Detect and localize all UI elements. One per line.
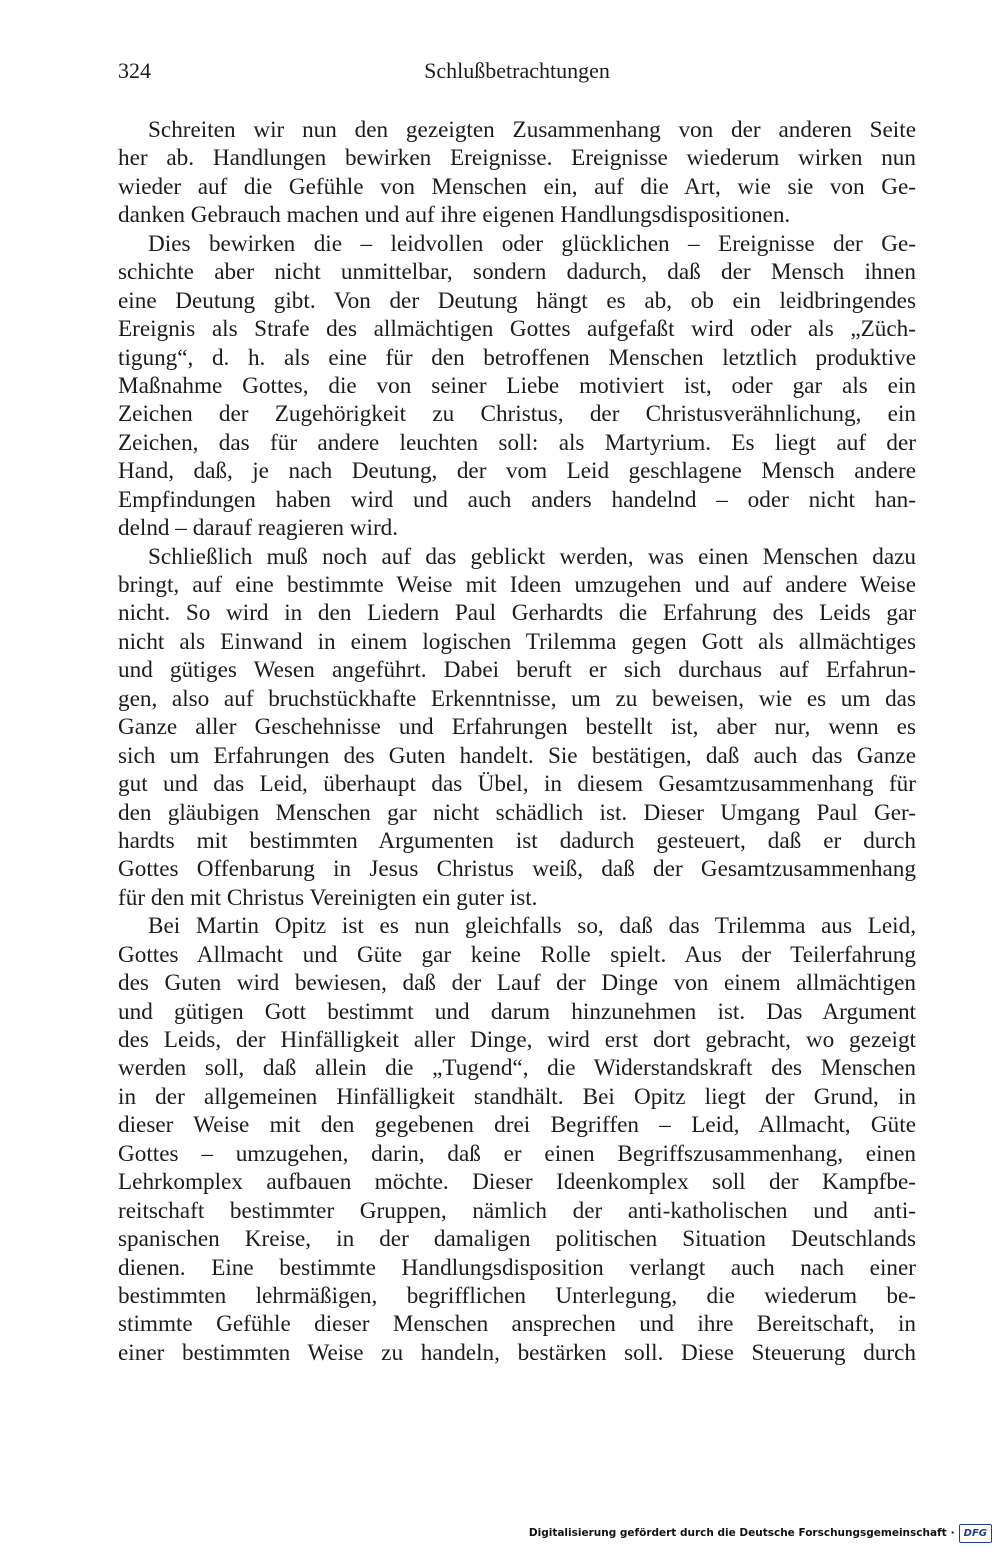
text-line: nicht als Einwand in einem logischen Trilemma gegen Gott als allmächtiges bbox=[118, 628, 916, 655]
text-line: Hand, daß, je nach Deutung, der vom Leid geschlagene Mensch andere bbox=[118, 458, 916, 485]
text-line: des Leids, der Hinfälligkeit aller Dinge, wird erst dort gebracht, wo gezeigt bbox=[118, 1027, 916, 1053]
text-line: Maßnahme Gottes, die von seiner Liebe motiviert ist, oder gar als ein bbox=[118, 372, 916, 399]
text-line: den gläubigen Menschen gar nicht schädlich ist. Dieser Umgang Paul Ger- bbox=[118, 799, 916, 826]
text-line: her ab. Handlungen bewirken Ereignisse. Ereignisse wiederum wirken nun bbox=[118, 145, 916, 172]
text-line: des Guten wird bewiesen, daß der Lauf der Dinge von einem allmächtigen bbox=[118, 970, 916, 997]
text-line: und gütiges Wesen angeführt. Dabei beruft er sich durchaus auf Erfahrun- bbox=[118, 657, 916, 684]
text-line: hardts mit bestimmten Argumenten ist dadurch gesteuert, daß er durch bbox=[118, 827, 916, 854]
running-title: Schlußbetrachtungen bbox=[424, 58, 610, 83]
text-line: bringt, auf eine bestimmte Weise mit Ideen umzugehen und auf andere Weise bbox=[118, 572, 916, 598]
text-line: werden soll, daß allein die „Tugend“, die Widerstandskraft des Menschen bbox=[118, 1055, 916, 1082]
page-number: 324 bbox=[118, 58, 151, 83]
text-line: Gottes Allmacht und Güte gar keine Rolle spielt. Aus der Teilerfahrung bbox=[118, 941, 916, 968]
text-line: Gottes – umzugehen, darin, daß er einen Begriffszusammenhang, einen bbox=[118, 1140, 916, 1167]
text-line: Gottes Offenbarung in Jesus Christus weiß, daß der Gesamtzusammenhang bbox=[118, 856, 916, 883]
text-line: spanischen Kreise, in der damaligen politischen Situation Deutschlands bbox=[118, 1226, 916, 1253]
paragraph-first-line: Bei Martin Opitz ist es nun gleichfalls so, daß das Trilemma aus Leid, bbox=[148, 913, 916, 940]
text-line: schichte aber nicht unmittelbar, sondern dadurch, daß der Mensch ihnen bbox=[118, 259, 916, 286]
text-line: einer bestimmten Weise zu handeln, bestärken soll. Diese Steuerung durch bbox=[118, 1339, 916, 1366]
paragraph-first-line: Schreiten wir nun den gezeigten Zusammenhang von der anderen Seite bbox=[148, 117, 916, 143]
footer-credit-text: Digitalisierung gefördert durch die Deutsche Forschungsgemeinschaft bbox=[528, 1527, 947, 1539]
text-line: in der allgemeinen Hinfälligkeit standhält. Bei Opitz liegt der Grund, in bbox=[118, 1083, 916, 1110]
text-line: gut und das Leid, überhaupt das Übel, in diesem Gesamtzusammenhang für bbox=[118, 771, 916, 798]
text-line: Ereignis als Strafe des allmächtigen Gottes aufgefaßt wird oder als „Züch- bbox=[118, 316, 916, 343]
text-line: Ganze aller Geschehnisse und Erfahrungen bestellt ist, aber nur, wenn es bbox=[118, 714, 916, 741]
text-line: Empfindungen haben wird und auch anders handelnd – oder nicht han- bbox=[118, 486, 916, 513]
text-line: gen, also auf bruchstückhafte Erkenntnisse, um zu beweisen, wie es um das bbox=[118, 685, 916, 712]
text-line: dieser Weise mit den gegebenen drei Begriffen – Leid, Allmacht, Güte bbox=[118, 1112, 916, 1139]
text-line: stimmte Gefühle dieser Menschen ansprechen und ihre Bereitschaft, in bbox=[118, 1311, 916, 1338]
paragraph-first-line: Schließlich muß noch auf das geblickt werden, was einen Menschen dazu bbox=[148, 543, 916, 570]
text-line: sich um Erfahrungen des Guten handelt. Sie bestätigen, daß auch das Ganze bbox=[118, 742, 916, 769]
dfg-logo-icon: DFG bbox=[959, 1524, 992, 1543]
paragraph-first-line: Dies bewirken die – leidvollen oder glücklichen – Ereignisse der Ge- bbox=[148, 230, 916, 257]
text-line: Lehrkomplex aufbauen möchte. Dieser Ideenkomplex soll der Kampfbe- bbox=[118, 1169, 916, 1196]
text-line: reitschaft bestimmter Gruppen, nämlich der anti-katholischen und anti- bbox=[118, 1197, 916, 1224]
digitization-footer bbox=[529, 1522, 992, 1544]
text-line: nicht. So wird in den Liedern Paul Gerhardts die Erfahrung des Leids gar bbox=[118, 600, 916, 627]
text-line: Zeichen, das für andere leuchten soll: als Martyrium. Es liegt auf der bbox=[118, 429, 916, 456]
text-line: und gütigen Gott bestimmt und darum hinzunehmen ist. Das Argument bbox=[118, 998, 916, 1025]
text-line: danken Gebrauch machen und auf ihre eigenen Handlungsdispositionen. bbox=[118, 202, 791, 229]
text-line: tigung“, d. h. als eine für den betroffenen Menschen letztlich produktive bbox=[118, 344, 916, 371]
text-line: bestimmten lehrmäßigen, begrifflichen Unterlegung, die wiederum be- bbox=[118, 1282, 916, 1309]
footer-separator: · bbox=[950, 1527, 955, 1539]
text-line: wieder auf die Gefühle von Menschen ein, auf die Art, wie sie von Ge- bbox=[118, 173, 916, 200]
page-header bbox=[118, 58, 916, 88]
text-line: eine Deutung gibt. Von der Deutung hängt es ab, ob ein leidbringendes bbox=[118, 287, 916, 314]
text-line: für den mit Christus Vereinigten ein guter ist. bbox=[118, 884, 538, 911]
page-body-text bbox=[118, 116, 916, 1367]
text-line: delnd – darauf reagieren wird. bbox=[118, 515, 399, 542]
text-line: Zeichen der Zugehörigkeit zu Christus, der Christusverähnlichung, ein bbox=[118, 401, 916, 428]
text-line: dienen. Eine bestimmte Handlungsdisposition verlangt auch nach einer bbox=[118, 1254, 916, 1281]
